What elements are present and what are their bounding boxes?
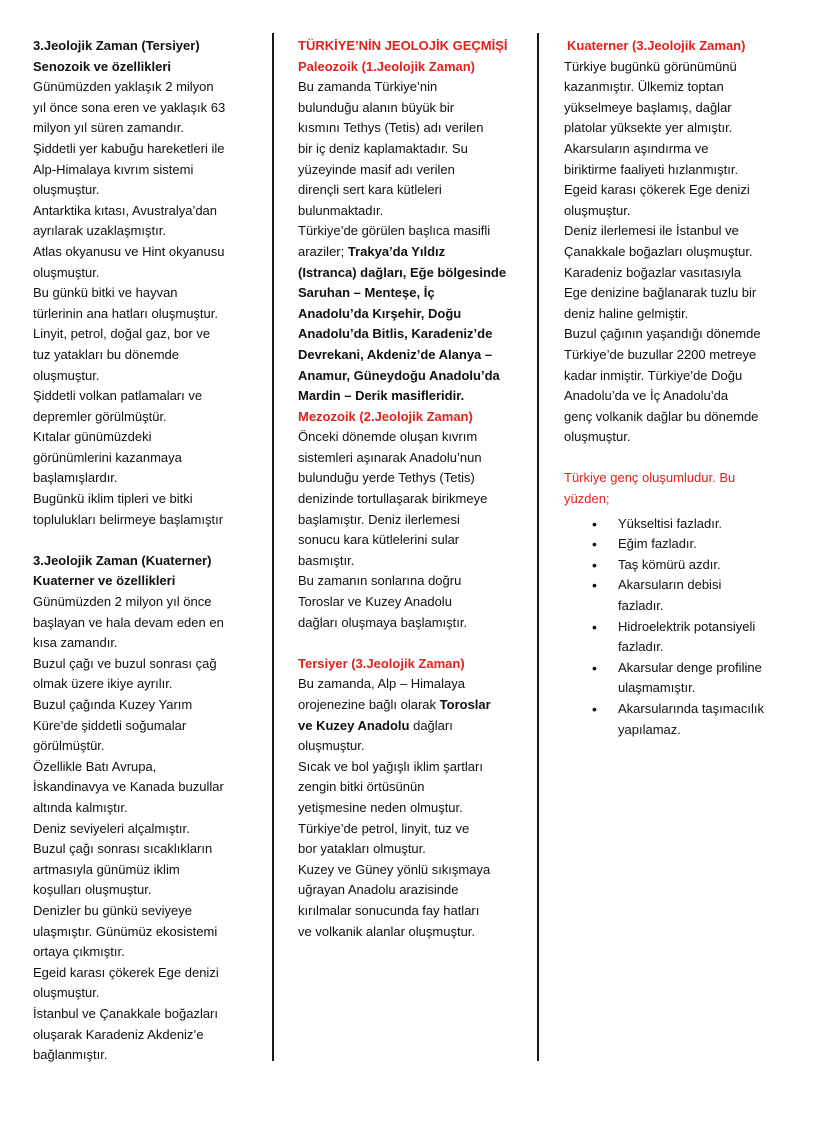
- masif-line: Anamur, Güneydoğu Anadolu’da: [298, 367, 500, 383]
- tersiyer-section: [33, 36, 265, 530]
- young-heading-line: yüzden;: [564, 491, 610, 507]
- list-item-text: fazladır.: [618, 639, 664, 655]
- text-run: orojenezine bağlı olarak: [298, 697, 440, 712]
- spacer: [564, 448, 804, 469]
- list-item-text: • Akarsularında taşımacılık: [618, 701, 764, 716]
- spacer: [33, 530, 265, 551]
- list-item: [564, 658, 804, 699]
- text-line: basmıştır.: [298, 552, 355, 568]
- list-item: [564, 617, 804, 658]
- text-line: olmak üzere ikiye ayrılır.: [33, 676, 173, 692]
- text-line: yükselmeye başlamış, dağlar: [564, 99, 732, 115]
- text-line: Bu zamanda, Alp – Himalaya: [298, 676, 465, 692]
- tersiyer-tr-section: [298, 654, 530, 942]
- text-line: Atlas okyanusu ve Hint okyanusu: [33, 243, 225, 259]
- kuaterner-tr-section: [564, 36, 804, 448]
- young-heading-line: Türkiye genç oluşumludur. Bu: [564, 470, 736, 486]
- text-line: biriktirme faaliyeti hızlanmıştır.: [564, 161, 739, 177]
- text-line: türlerinin ana hatları oluşmuştur.: [33, 305, 218, 321]
- bold-run: ve Kuzey Anadolu: [298, 717, 410, 733]
- text-line: Alp-Himalaya kıvrım sistemi: [33, 161, 194, 177]
- masif-line: Anadolu’da Bitlis, Karadeniz’de: [298, 326, 493, 342]
- masif-line: Saruhan – Menteşe, İç: [298, 285, 435, 301]
- text-line: Günümüzden 2 milyon yıl önce: [33, 594, 212, 610]
- text-line: İskandinavya ve Kanada buzullar: [33, 779, 224, 795]
- text-line: Bu zamanda Türkiye’nin: [298, 79, 438, 95]
- list-item-text: fazladır.: [618, 598, 664, 614]
- text-line: Deniz ilerlemesi ile İstanbul ve: [564, 223, 739, 239]
- text-line: ulaşmıştır. Günümüz ekosistemi: [33, 923, 218, 939]
- list-item: [564, 534, 804, 555]
- text-line: Linyit, petrol, doğal gaz, bor ve: [33, 326, 211, 342]
- text-line: bor yatakları olmuştur.: [298, 841, 426, 857]
- tersiyer-tr-heading: Tersiyer (3.Jeolojik Zaman): [298, 655, 465, 671]
- text-line: oluşmuştur.: [298, 738, 365, 754]
- text-line: Karadeniz boğazlar vasıtasıyla: [564, 264, 742, 280]
- masif-bold-text: Trakya’da Yıldız: [347, 243, 446, 259]
- text-line: oluşmuştur.: [564, 202, 631, 218]
- text-line: tuz yatakları bu dönemde: [33, 346, 179, 362]
- text-line: başlamıştır. Deniz ilerlemesi: [298, 511, 460, 527]
- list-item-text: • Akarsular denge profiline: [618, 659, 762, 675]
- text-line: kırılmalar sonucunda fay hatları: [298, 902, 480, 918]
- text-line: dağları oluşmaya başlamıştır.: [298, 614, 468, 630]
- text-line: oluşmuştur.: [33, 182, 100, 198]
- text-line: dirençli sert kara kütleleri: [298, 182, 442, 198]
- list-item-text: • Taş kömürü azdır.: [618, 556, 721, 572]
- text-line: altında kalmıştır.: [33, 799, 128, 815]
- text-line: bulunduğu alanın büyük bir: [298, 99, 455, 115]
- text-line: Çanakkale boğazları oluşmuştur.: [564, 243, 753, 259]
- text-line: [298, 242, 530, 263]
- text-line: Önceki dönemde oluşan kıvrım: [298, 429, 478, 445]
- text-line: Türkiye’de buzullar 2200 metreye: [564, 346, 757, 362]
- text-line: sonucu kara kütlelerini sular: [298, 532, 460, 548]
- list-item-text: • Hidroelektrik potansiyeli: [618, 618, 756, 634]
- text-line: Kuzey ve Güney yönlü sıkışmaya: [298, 861, 491, 877]
- text-line: görünümlerini kazanmaya: [33, 449, 182, 465]
- text-line: Özellikle Batı Avrupa,: [33, 758, 157, 774]
- text-line: Türkiye bugünkü görünümünü: [564, 58, 737, 74]
- text-line: ve volkanik alanlar oluşmuştur.: [298, 923, 476, 939]
- text-line: yetişmesine neden olmuştur.: [298, 799, 463, 815]
- text-line: Şiddetli yer kabuğu hareketleri ile: [33, 140, 225, 156]
- text-line: bağlanmıştır.: [33, 1047, 108, 1063]
- tersiyer-subheading-line: Senozoik ve özellikleri: [33, 58, 171, 74]
- text-line: denizinde tortullaşarak birikmeye: [298, 491, 488, 507]
- text-line: Egeid karası çökerek Ege denizi: [564, 182, 750, 198]
- text-line: Türkiye’de görülen başlıca masifli: [298, 223, 491, 239]
- list-item: [564, 575, 804, 616]
- tersiyer-heading-line: 3.Jeolojik Zaman (Tersiyer): [33, 38, 200, 53]
- text-line: kısa zamandır.: [33, 635, 118, 651]
- consequence-list: [564, 514, 804, 741]
- page-title: TÜRKİYE’NİN JEOLOJİK GEÇMİŞİ: [298, 38, 508, 53]
- list-item-text: • Yükseltisi fazladır.: [618, 515, 723, 531]
- list-item-text: • Akarsuların debisi: [618, 577, 722, 593]
- text-line: artmasıyla günümüz iklim: [33, 861, 180, 877]
- text-line: Sıcak ve bol yağışlı iklim şartları: [298, 758, 483, 774]
- text-line: toplulukları belirmeye başlamıştır: [33, 511, 224, 527]
- text-line: kadar inmiştir. Türkiye’de Doğu: [564, 367, 743, 383]
- masif-line: (Istranca) dağları, Eğe bölgesinde: [298, 264, 507, 280]
- mezozoik-section: [298, 407, 530, 634]
- text-line: zengin bitki örtüsünün: [298, 779, 425, 795]
- text-line: Ege denizine bağlanarak tuzlu bir: [564, 285, 757, 301]
- column-right: [564, 36, 804, 740]
- text-line: Buzul çağı sonrası sıcaklıkların: [33, 841, 213, 857]
- kuaterner-section: [33, 551, 265, 1066]
- paleozoik-heading: Paleozoik (1.Jeolojik Zaman): [298, 58, 475, 74]
- kuaterner-subheading-line: Kuaterner ve özellikleri: [33, 573, 176, 589]
- mezozoik-heading: Mezozoik (2.Jeolojik Zaman): [298, 408, 473, 424]
- text-line: ortaya çıkmıştır.: [33, 944, 125, 960]
- text-line: Bu zamanın sonlarına doğru: [298, 573, 462, 589]
- text-line: Buzul çağı ve buzul sonrası çağ: [33, 655, 217, 671]
- text-line: Toroslar ve Kuzey Anadolu: [298, 594, 452, 610]
- text-line: platolar yüksekte yer almıştır.: [564, 120, 733, 136]
- text-line: kazanmıştır. Ülkemiz toptan: [564, 79, 724, 95]
- paleozoik-section: [298, 57, 530, 407]
- text-line: uğrayan Anadolu arazisinde: [298, 882, 459, 898]
- text-line: Egeid karası çökerek Ege denizi: [33, 964, 219, 980]
- text-line: Bu günkü bitki ve hayvan: [33, 285, 178, 301]
- list-item: [564, 699, 804, 740]
- text-line: koşulları oluşmuştur.: [33, 882, 152, 898]
- text-line: genç volkanik dağlar bu dönemde: [564, 408, 759, 424]
- text-line: başlamışlardır.: [33, 470, 118, 486]
- list-item-text: • Eğim fazladır.: [618, 536, 697, 552]
- text-line: Günümüzden yaklaşık 2 milyon: [33, 79, 214, 95]
- column-divider-2: [537, 33, 539, 1061]
- masif-intro: araziler;: [298, 243, 348, 259]
- text-line: yıl önce sona eren ve yaklaşık 63: [33, 99, 226, 115]
- text-line: bulunduğu yerde Tethys (Tetis): [298, 470, 475, 486]
- text-line: Anadolu’da ve İç Anadolu’da: [564, 388, 729, 404]
- text-line: oluşarak Karadeniz Akdeniz’e: [33, 1026, 204, 1042]
- text-line: bulunmaktadır.: [298, 202, 384, 218]
- text-line: Türkiye’de petrol, linyit, tuz ve: [298, 820, 470, 836]
- text-line: başlayan ve hala devam eden en: [33, 614, 224, 630]
- column-left: [33, 36, 265, 1066]
- masif-line: Devrekani, Akdeniz’de Alanya –: [298, 346, 493, 362]
- text-line: İstanbul ve Çanakkale boğazları: [33, 1005, 219, 1021]
- text-line: [298, 695, 530, 716]
- text-line: oluşmuştur.: [564, 429, 631, 445]
- list-item-text: ulaşmamıştır.: [618, 680, 696, 696]
- kuaterner-body: [33, 592, 265, 1066]
- text-line: depremler görülmüştür.: [33, 408, 167, 424]
- text-line: Kıtalar günümüzdeki: [33, 429, 152, 445]
- text-line: oluşmuştur.: [33, 367, 100, 383]
- text-line: Şiddetli volkan patlamaları ve: [33, 388, 203, 404]
- text-line: ayrılarak uzaklaşmıştır.: [33, 223, 166, 239]
- text-line: görülmüştür.: [33, 738, 105, 754]
- column-middle: [298, 36, 530, 942]
- text-line: Deniz seviyeleri alçalmıştır.: [33, 820, 190, 836]
- tersiyer-body: [33, 77, 265, 530]
- text-line: yüzeyinde masif adı verilen: [298, 161, 455, 177]
- bold-run: Toroslar: [439, 697, 491, 712]
- text-run: dağları: [409, 717, 453, 733]
- text-line: milyon yıl süren zamandır.: [33, 120, 185, 136]
- masif-line: Mardin – Derik masifleridir.: [298, 388, 465, 404]
- young-formation-section: [564, 468, 804, 740]
- masif-line: Anadolu’da Kırşehir, Doğu: [298, 305, 462, 321]
- spacer: [298, 633, 530, 654]
- text-line: Denizler bu günkü seviyeye: [33, 902, 192, 918]
- text-line: kısmını Tethys (Tetis) adı verilen: [298, 120, 484, 136]
- text-line: Akarsuların aşındırma ve: [564, 140, 709, 156]
- text-line: Buzul çağında Kuzey Yarım: [33, 697, 193, 712]
- text-line: Bugünkü iklim tipleri ve bitki: [33, 491, 193, 507]
- text-line: [298, 716, 530, 737]
- list-item: [564, 555, 804, 576]
- list-item: [564, 514, 804, 535]
- kuaterner-heading-line: 3.Jeolojik Zaman (Kuaterner): [33, 552, 212, 568]
- text-line: Küre’de şiddetli soğumalar: [33, 717, 187, 733]
- column-divider-1: [272, 33, 274, 1061]
- list-item-text: yapılamaz.: [618, 721, 681, 737]
- text-line: deniz haline gelmiştir.: [564, 305, 689, 321]
- text-line: oluşmuştur.: [33, 264, 100, 280]
- text-line: sistemleri aşınarak Anadolu’nun: [298, 449, 482, 465]
- text-line: Buzul çağının yaşandığı dönemde: [564, 326, 761, 342]
- text-line: bir iç deniz kaplamaktadır. Su: [298, 140, 468, 156]
- kuaterner-tr-heading: Kuaterner (3.Jeolojik Zaman): [567, 38, 746, 53]
- text-line: oluşmuştur.: [33, 985, 100, 1001]
- text-line: Antarktika kıtası, Avustralya’dan: [33, 202, 218, 218]
